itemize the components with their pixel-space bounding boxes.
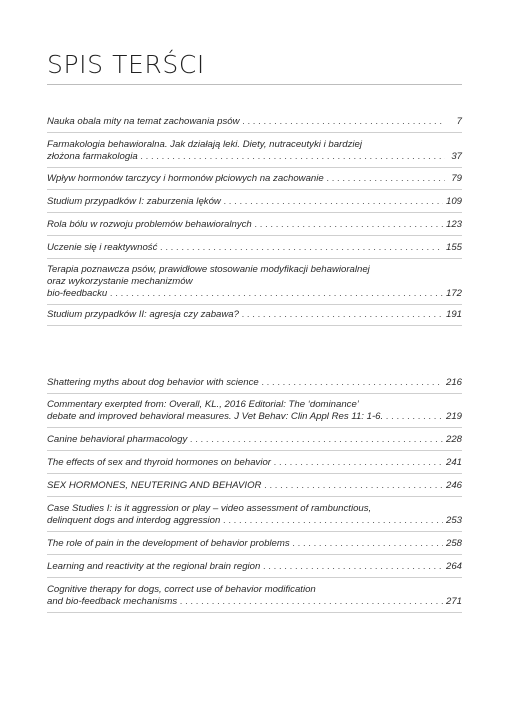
toc-page-number: 79 [451,173,462,184]
toc-entry[interactable] [47,196,462,208]
toc-entry[interactable] [47,503,462,527]
toc-page-number: 241 [445,457,462,468]
toc-page-number: 253 [445,515,462,526]
toc-entry-leader-row [47,288,462,300]
toc-page-number: 258 [445,538,462,549]
toc-entry-title-line: Terapia poznawcza psów, prawidłowe stosowanie modyfikacji behawioralnej [47,264,370,275]
toc-entry-leader-row [47,561,462,573]
toc-entry-title-line: Farmakologia behawioralna. Jak działają leki. Diety, nutraceutyki i bardziej [47,139,362,150]
entry-separator [47,612,462,613]
toc-page-number: 228 [445,434,462,445]
toc-entry-title: złożona farmakologia [47,151,138,162]
toc-entry[interactable] [47,139,462,163]
toc-entry-leader-row [47,515,462,527]
toc-entry[interactable] [47,480,462,492]
toc-entry-title-line: Case Studies I: is it aggression or play – video assessment of rambunctious, [47,503,372,514]
toc-entry-leader-row [47,434,462,446]
dot-leader [274,457,443,469]
toc-entry-leader-row [47,196,462,208]
dot-leader [110,288,443,300]
toc-entry-title: Wpływ hormonów tarczycy i hormonów płciowych na zachowanie [47,173,324,184]
toc-entry-title: Canine behavioral pharmacology [47,434,188,445]
entry-separator [47,393,462,394]
toc-page-number: 123 [445,219,462,230]
toc-entry-title: Uczenie się i reaktywność [47,242,158,253]
toc-entry-leader-row [47,173,462,185]
toc-entry[interactable] [47,538,462,550]
entry-separator [47,167,462,168]
dot-leader [327,173,445,185]
toc-entry-title: The effects of sex and thyroid hormones on behavior [47,457,271,468]
toc-entry-leader-row [47,457,462,469]
entry-separator [47,132,462,133]
entry-separator [47,531,462,532]
toc-page-number: 155 [445,242,462,253]
entry-separator [47,258,462,259]
toc-entry-leader-row [47,538,462,550]
entry-separator [47,496,462,497]
dot-leader [224,196,443,208]
dot-leader [386,411,443,423]
toc-entry-leader-row [47,480,462,492]
toc-entry-title: Nauka obala mity na temat zachowania psów [47,116,240,127]
toc-entry-title: Rola bólu w rozwoju problemów behawioralnych [47,219,252,230]
entry-separator [47,554,462,555]
toc-entry[interactable] [47,457,462,469]
toc-entry-title-line: Cognitive therapy for dogs, correct use of behavior modification [47,584,316,595]
dot-leader [190,434,443,446]
toc-entry[interactable] [47,173,462,185]
toc-entry[interactable] [47,584,462,608]
dot-leader [263,561,443,573]
toc-entry[interactable] [47,561,462,573]
toc-entry-title: Learning and reactivity at the regional brain region [47,561,261,572]
toc-entry-leader-row [47,151,462,163]
toc-page-number: 109 [445,196,462,207]
toc-page-number: 7 [456,116,462,127]
dot-leader [242,309,443,321]
toc-entry-title-line: oraz wykorzystanie mechanizmów [47,276,193,287]
toc-entry-title: Studium przypadków II: agresja czy zabawa? [47,309,239,320]
toc-entry[interactable] [47,309,462,321]
toc-entry[interactable] [47,242,462,254]
toc-page-number: 216 [445,377,462,388]
toc-page-number: 271 [445,596,462,607]
entry-separator [47,427,462,428]
toc-page-number: 264 [445,561,462,572]
toc-page-number: 37 [451,151,462,162]
toc-entry-title: delinquent dogs and interdog aggression [47,515,221,526]
entry-separator [47,473,462,474]
toc-entry-title: Studium przypadków I: zaburzenia lęków [47,196,221,207]
toc-entry-title: and bio-feedback mechanisms [47,596,178,607]
dot-leader [180,596,443,608]
dot-leader [160,242,443,254]
toc-entry[interactable] [47,116,462,128]
dot-leader [141,151,445,163]
toc-page-number: 172 [445,288,462,299]
toc-entry-title: SEX HORMONES, NEUTERING AND BEHAVIOR [47,480,262,491]
toc-entry[interactable] [47,434,462,446]
toc-entry-leader-row [47,309,462,321]
entry-separator [47,189,462,190]
dot-leader [255,219,443,231]
toc-entry-leader-row [47,411,462,423]
dot-leader [243,116,445,128]
toc-entry-leader-row [47,596,462,608]
toc-entry[interactable] [47,219,462,231]
toc-entry-title: bio-feedbacku [47,288,108,299]
entry-separator [47,212,462,213]
toc-page-number: 219 [445,411,462,422]
entry-separator [47,304,462,305]
toc-page-number: 246 [445,480,462,491]
toc-entry-title-line: Commentary exerpted from: Overall, KL., 2016 Editorial: The ‘dominance’ [47,399,359,410]
toc-entry-leader-row [47,116,462,128]
toc-entry[interactable] [47,377,462,389]
toc-entry-leader-row [47,377,462,389]
toc-entry[interactable] [47,264,462,300]
dot-leader [262,377,443,389]
toc-entry-leader-row [47,242,462,254]
entry-separator [47,325,462,326]
title-rule [47,84,462,85]
toc-entry-leader-row [47,219,462,231]
toc-entry-title: Shattering myths about dog behavior with science [47,377,259,388]
dot-leader [293,538,443,550]
entry-separator [47,450,462,451]
dot-leader [223,515,443,527]
dot-leader [264,480,443,492]
toc-entry[interactable] [47,399,462,423]
toc-entry-title: The role of pain in the development of behavior problems [47,538,290,549]
toc-page-number: 191 [445,309,462,320]
entry-separator [47,577,462,578]
toc-entry-title: debate and improved behavioral measures. J Vet Behav: Clin Appl Res 11: 1-6. [47,411,384,422]
page-title: SPIS TERŚCI [47,50,205,79]
entry-separator [47,235,462,236]
